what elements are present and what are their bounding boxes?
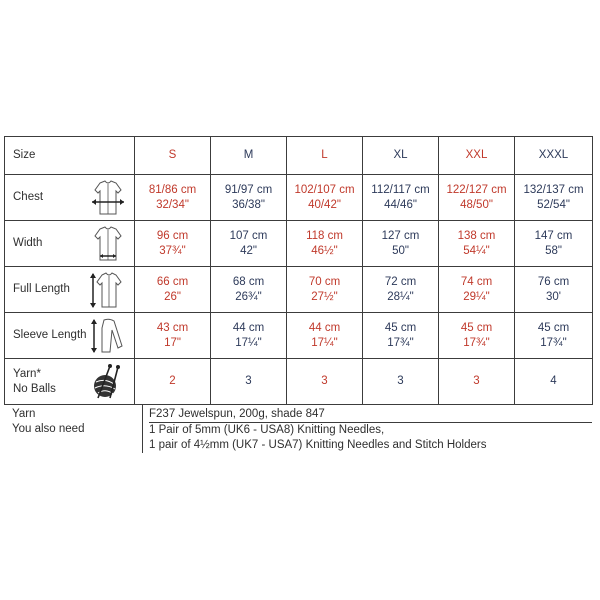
- chest-measure-icon: [88, 178, 128, 218]
- length-s: 66 cm 26": [135, 267, 211, 313]
- size-xxl: XXL: [439, 137, 515, 175]
- width-l: 118 cm 46½": [287, 221, 363, 267]
- chest-s: 81/86 cm 32/34": [135, 175, 211, 221]
- yarn-balls-row: [5, 359, 593, 405]
- yarn-note-label: Yarn: [12, 408, 36, 420]
- size-xl: XL: [363, 137, 439, 175]
- row-label: Sleeve Length: [13, 328, 87, 341]
- size-chart: [4, 136, 592, 453]
- sleeve-length-label-cell: [5, 313, 135, 359]
- full-length-row: [5, 267, 593, 313]
- sleeve-xxl: 45 cm 17¾": [439, 313, 515, 359]
- chest-xxl: 122/127 cm 48/50": [439, 175, 515, 221]
- size-table: [4, 136, 593, 405]
- sleeve-measure-icon: [88, 316, 128, 356]
- sleeve-length-row: [5, 313, 593, 359]
- needles-line-2: 1 pair of 4½mm (UK7 - USA7) Knitting Needles and Stitch Holders: [149, 439, 487, 451]
- notes-table: [4, 405, 592, 453]
- length-xl: 72 cm 28¼": [363, 267, 439, 313]
- length-m: 68 cm 26¾": [211, 267, 287, 313]
- needles-line-1: 1 Pair of 5mm (UK6 - USA8) Knitting Needles,: [149, 422, 592, 438]
- notes-row: [4, 405, 592, 453]
- yarn-description: F237 Jewelspun, 200g, shade 847: [149, 408, 325, 420]
- chest-xl: 112/117 cm 44/46": [363, 175, 439, 221]
- sleeve-m: 44 cm 17¼": [211, 313, 287, 359]
- notes-labels: [4, 405, 143, 453]
- chest-row: [5, 175, 593, 221]
- size-label: Size: [5, 137, 135, 175]
- width-measure-icon: [88, 224, 128, 264]
- width-row: [5, 221, 593, 267]
- chest-m: 91/97 cm 36/38": [211, 175, 287, 221]
- width-xxl: 138 cm 54¼": [439, 221, 515, 267]
- balls-m: 3: [211, 359, 287, 405]
- notes-text: [143, 405, 593, 453]
- size-m: M: [211, 137, 287, 175]
- sleeve-xl: 45 cm 17¾": [363, 313, 439, 359]
- sleeve-xxxl: 45 cm 17¾": [515, 313, 593, 359]
- chest-l: 102/107 cm 40/42": [287, 175, 363, 221]
- width-xl: 127 cm 50": [363, 221, 439, 267]
- width-m: 107 cm 42": [211, 221, 287, 267]
- length-l: 70 cm 27½": [287, 267, 363, 313]
- you-also-need-label: You also need: [12, 423, 85, 435]
- yarn-balls-label-cell: [5, 359, 135, 405]
- balls-s: 2: [135, 359, 211, 405]
- length-measure-icon: [88, 270, 128, 310]
- width-xxxl: 147 cm 58": [515, 221, 593, 267]
- balls-l: 3: [287, 359, 363, 405]
- row-label: Width: [13, 236, 43, 249]
- chest-label-cell: [5, 175, 135, 221]
- width-label-cell: [5, 221, 135, 267]
- size-l: L: [287, 137, 363, 175]
- length-xxxl: 76 cm 30': [515, 267, 593, 313]
- length-xxl: 74 cm 29¼": [439, 267, 515, 313]
- width-s: 96 cm 37¾": [135, 221, 211, 267]
- size-header-row: [5, 137, 593, 175]
- yarn-label: Yarn*: [13, 367, 41, 380]
- balls-xxl: 3: [439, 359, 515, 405]
- balls-xxxl: 4: [515, 359, 593, 405]
- row-label: Full Length: [13, 282, 70, 295]
- no-balls-label: No Balls: [13, 382, 56, 395]
- size-s: S: [135, 137, 211, 175]
- full-length-label-cell: [5, 267, 135, 313]
- yarn-ball-icon: [88, 362, 128, 402]
- balls-xl: 3: [363, 359, 439, 405]
- size-xxxl: XXXL: [515, 137, 593, 175]
- sleeve-l: 44 cm 17¼": [287, 313, 363, 359]
- row-label: Chest: [13, 190, 44, 203]
- chest-xxxl: 132/137 cm 52/54": [515, 175, 593, 221]
- sleeve-s: 43 cm 17": [135, 313, 211, 359]
